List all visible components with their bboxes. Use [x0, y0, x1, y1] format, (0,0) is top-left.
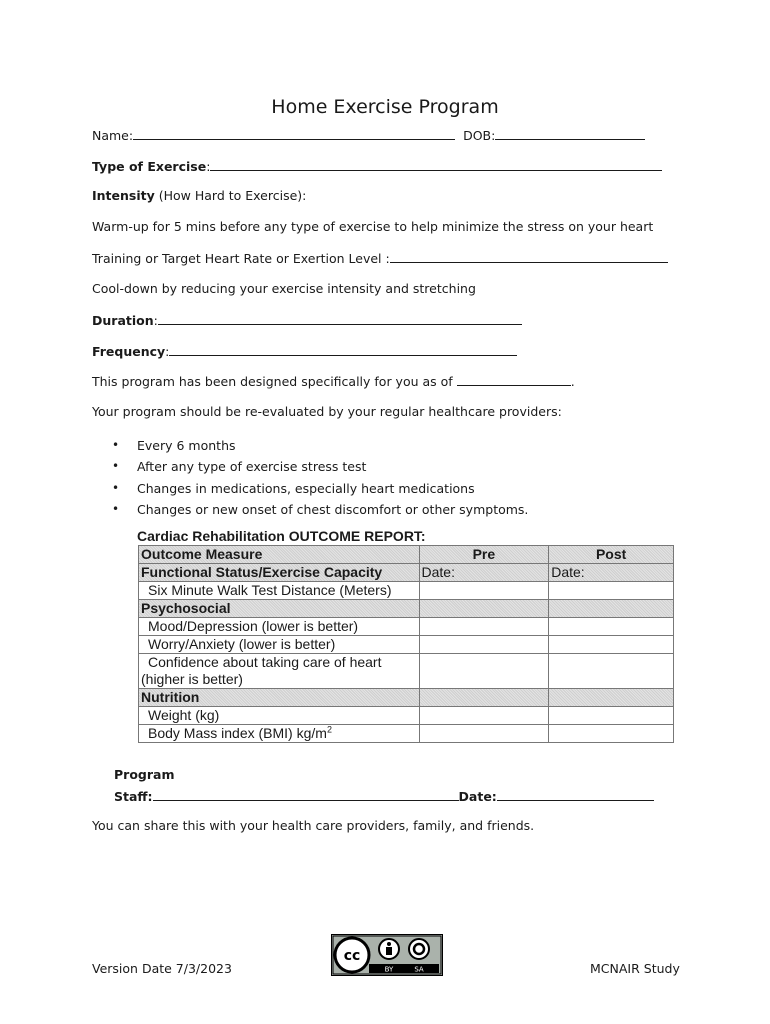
duration-field[interactable] [158, 312, 522, 325]
frequency-field[interactable] [169, 343, 517, 356]
share-text: You can share this with your health care providers, family, and friends. [92, 818, 535, 833]
intensity-text: (How Hard to Exercise): [154, 188, 307, 203]
pre-cell[interactable] [419, 636, 549, 654]
table-row [139, 582, 674, 600]
by-mark: BY [384, 965, 394, 974]
duration-row [92, 312, 522, 329]
post-cell[interactable] [549, 582, 674, 600]
table-header-row [139, 546, 674, 564]
six-minute-walk-label: Six Minute Walk Test Distance (Meters) [139, 582, 420, 600]
bullet-icon: • [112, 480, 120, 495]
name-field[interactable] [133, 127, 455, 140]
staff-date-label: Date: [458, 789, 497, 804]
table-row-psychosocial [139, 600, 674, 618]
pre-cell[interactable] [419, 707, 549, 725]
cc-by-sa-license-icon [331, 934, 443, 976]
name-label: Name: [92, 128, 134, 143]
outcome-report-table [138, 545, 674, 743]
dob-label: DOB: [463, 128, 496, 143]
header-outcome-measure: Outcome Measure [139, 546, 420, 564]
target-field[interactable] [390, 250, 668, 263]
confidence-label: Confidence about taking care of heart [148, 654, 382, 670]
table-row [139, 636, 674, 654]
bullet-icon: • [112, 459, 120, 474]
pre-cell[interactable] [419, 725, 549, 743]
frequency-colon: : [165, 344, 170, 359]
table-row [139, 654, 674, 689]
confidence-label-note: (higher is better) [141, 671, 243, 687]
bullet-icon: • [112, 501, 120, 516]
version-date: Version Date 7/3/2023 [92, 961, 232, 976]
psychosocial-label: Psychosocial [139, 600, 420, 618]
post-cell[interactable] [549, 725, 674, 743]
table-row-nutrition [139, 689, 674, 707]
intensity-row [92, 188, 306, 204]
list-item-text: After any type of exercise stress test [137, 459, 367, 475]
post-cell[interactable] [549, 654, 674, 689]
section-cell [419, 600, 549, 618]
pre-date-cell[interactable]: Date: [419, 564, 549, 582]
list-item-text: Changes in medications, especially heart medications [137, 480, 475, 496]
designed-text: This program has been designed specifically for you as of [92, 374, 453, 389]
post-cell[interactable] [549, 636, 674, 654]
post-date-cell[interactable]: Date: [549, 564, 674, 582]
pre-cell[interactable] [419, 582, 549, 600]
table-row [139, 707, 674, 725]
worry-label: Worry/Anxiety (lower is better) [139, 636, 420, 654]
list-item-text: Every 6 months [137, 438, 236, 453]
staff-label: Staff: [114, 789, 153, 804]
designed-date-field[interactable] [457, 373, 571, 386]
target-row [92, 250, 668, 267]
pre-cell[interactable] [419, 618, 549, 636]
table-row-functional [139, 564, 674, 582]
list-item-text: Changes or new onset of chest discomfort or other symptoms. [137, 501, 529, 517]
warmup-text: Warm-up for 5 mins before any type of exercise to help minimize the stress on your heart [92, 219, 654, 234]
duration-colon: : [153, 313, 158, 328]
staff-date-field[interactable] [497, 788, 654, 801]
table-row [139, 725, 674, 743]
list-item [112, 435, 528, 456]
header-post: Post [549, 546, 674, 564]
name-dob-row [92, 127, 645, 144]
reevaluated-text: Your program should be re-evaluated by your regular healthcare providers: [92, 404, 562, 419]
study-name: MCNAIR Study [590, 961, 680, 976]
type-of-exercise-label: Type of Exercise [92, 159, 207, 174]
functional-status-label: Functional Status/Exercise Capacity [139, 564, 420, 582]
duration-label: Duration [92, 313, 154, 328]
list-item [112, 478, 528, 499]
reevaluation-list [112, 435, 528, 520]
type-of-exercise-field[interactable] [210, 158, 662, 171]
pre-cell[interactable] [419, 654, 549, 689]
weight-label: Weight (kg) [139, 707, 420, 725]
designed-row [92, 373, 575, 390]
bullet-icon: • [112, 438, 120, 452]
frequency-label: Frequency [92, 344, 166, 359]
report-title: Cardiac Rehabilitation OUTCOME REPORT: [137, 528, 426, 544]
dob-field[interactable] [495, 127, 645, 140]
sa-mark: SA [414, 965, 424, 974]
designed-end: . [570, 374, 575, 389]
document-title: Home Exercise Program [271, 96, 499, 118]
section-cell [549, 600, 674, 618]
bmi-superscript: 2 [326, 724, 332, 735]
staff-row [114, 788, 654, 805]
list-item [112, 499, 528, 520]
staff-field[interactable] [153, 788, 459, 801]
section-cell [549, 689, 674, 707]
post-cell[interactable] [549, 618, 674, 636]
frequency-row [92, 343, 517, 360]
target-label: Training or Target Heart Rate or Exertion Level : [92, 251, 390, 266]
confidence-label-cell [139, 654, 420, 689]
list-item [112, 456, 528, 477]
type-colon: : [206, 159, 211, 174]
bmi-label-cell [139, 725, 420, 743]
intensity-label: Intensity [92, 188, 155, 203]
header-pre: Pre [419, 546, 549, 564]
bmi-label: Body Mass index (BMI) kg/m [148, 725, 327, 741]
table-row [139, 618, 674, 636]
cooldown-text: Cool-down by reducing your exercise intensity and stretching [92, 281, 476, 296]
post-cell[interactable] [549, 707, 674, 725]
nutrition-label: Nutrition [139, 689, 420, 707]
program-label: Program [114, 767, 175, 782]
section-cell [419, 689, 549, 707]
mood-label: Mood/Depression (lower is better) [139, 618, 420, 636]
type-of-exercise-row [92, 158, 662, 175]
cc-mark: cc [343, 948, 361, 964]
